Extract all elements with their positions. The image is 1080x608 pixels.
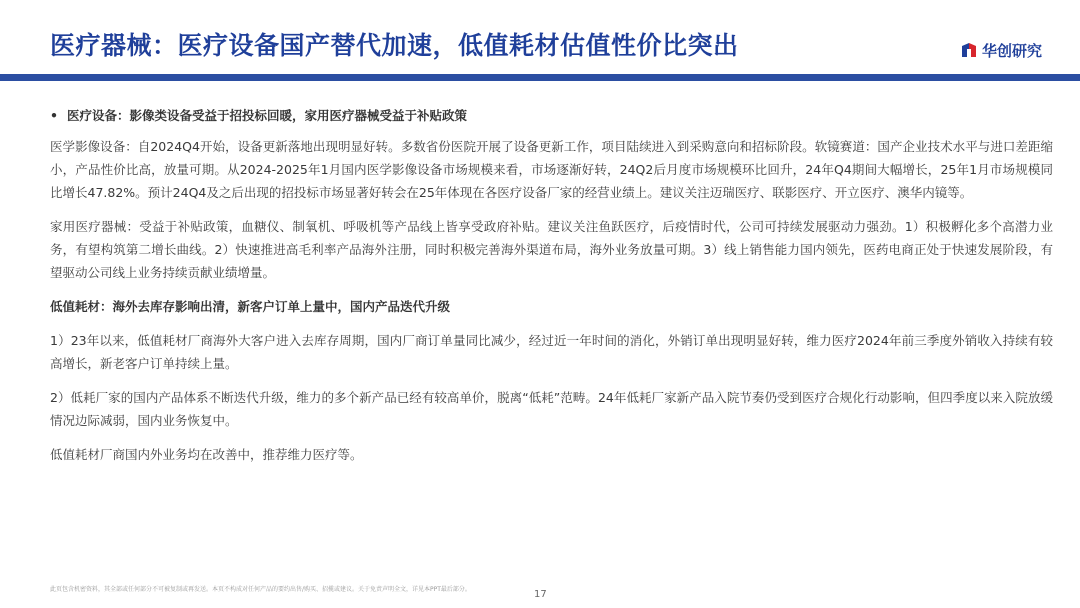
bullet-heading-text: 医疗设备：影像类设备受益于招投标回暖，家用医疗器械受益于补贴政策 xyxy=(67,108,468,123)
paragraph-home-devices: 家用医疗器械：受益于补贴政策，血糖仪、制氧机、呼吸机等产品线上皆享受政府补贴。建议关注鱼跃医疗，后疫情时代，公司可持续发展驱动力强劲。1）积极孵化多个高潜力业务，有望构筑第二增长曲线。2）快速推进高毛利率产品海外注册，同时积极完善海外渠道布局，海外业务放量可期。3）线上销售能力国内领先，医药电商正处于快速发展阶段，有望驱动公司线上业务持续贡献业绩增量。 xyxy=(50,219,1053,280)
logo-mark-icon xyxy=(960,41,978,59)
paragraph-consumables-2: 2）低耗厂家的国内产品体系不断迭代升级，维力的多个新产品已经有较高单价，脱离“低耗”范畴。24年低耗厂家新产品入院节奏仍受到医疗合规化行动影响，但四季度以来入院放缓情况边际减弱，国内业务恢复中。 xyxy=(50,390,1053,428)
page-title: 医疗器械：医疗设备国产替代加速，低值耗材估值性价比突出 xyxy=(50,31,739,60)
page-number: 17 xyxy=(534,589,547,600)
bullet-icon: • xyxy=(50,108,58,123)
header-divider xyxy=(0,74,1080,81)
paragraph-consumables-summary: 低值耗材厂商国内外业务均在改善中，推荐维力医疗等。 xyxy=(50,447,363,462)
company-logo xyxy=(960,40,1042,60)
paragraph-medical-imaging: 医学影像设备：自2024Q4开始，设备更新落地出现明显好转。多数省份医院开展了设备更新工作，项目陆续进入到采购意向和招标阶段。软镜赛道：国产企业技术水平与进口差距缩小，产品性价比高，放量可期。从2024-2025年1月国内医学影像设备市场规模来看，市场逐渐好转，24Q2后月度市场规模环比回升，24年Q4期间大幅增长，25年1月市场规模同比增长47.82%。预计24Q4及之后出现的招投标市场显著好转会在25年体现在各医疗设备厂家的经营业绩上。建议关注迈瑞医疗、联影医疗、开立医疗、澳华内镜等。 xyxy=(50,139,1053,200)
section-heading-consumables: 低值耗材：海外去库存影响出清，新客户订单上量中，国内产品迭代升级 xyxy=(50,299,451,314)
logo-text: 华创研究 xyxy=(982,41,1043,60)
footer-disclaimer: 此页包含机密资料，其全部或任何部分不可被复制或再发送。本页不构成对任何产品的要约出售/购买、招揽或建议。关于免责声明全文，详见本PPT最后部分。 xyxy=(50,586,471,593)
main-content xyxy=(50,104,1053,477)
section-heading-medical-devices xyxy=(50,104,1053,127)
paragraph-consumables-1: 1）23年以来，低值耗材厂商海外大客户进入去库存周期，国内厂商订单量同比减少，经过近一年时间的消化，外销订单出现明显好转，维力医疗2024年前三季度外销收入持续有较高增长，新老客户订单持续上量。 xyxy=(50,333,1053,371)
